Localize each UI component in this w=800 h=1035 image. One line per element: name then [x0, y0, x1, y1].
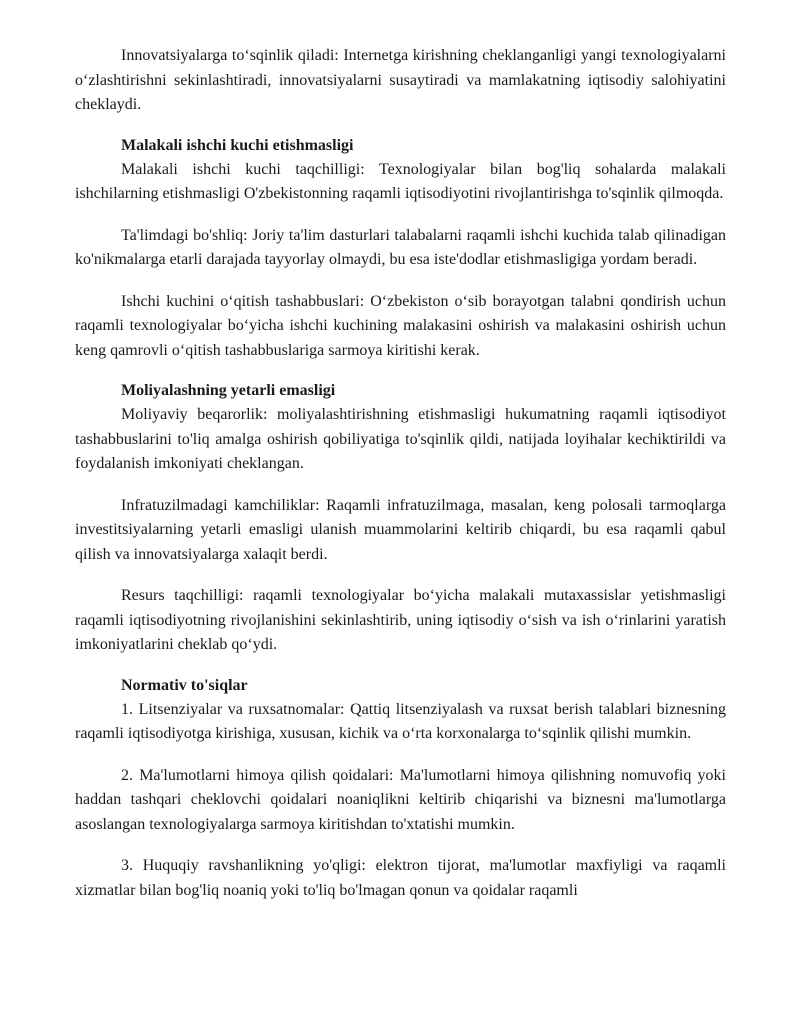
heading-regulatory: Normativ to'siqlar: [121, 676, 248, 694]
paragraph-training-initiatives: Ishchi kuchini o‘qitish tashabbuslari: O‘zbekiston o‘sib borayotgan talabni qondirish uchun raqamli texnologiyalar bo‘yicha ishchi kuchining malakasini oshirish va malakasini oshirish uchun keng qamrovli o‘qitish tashabbuslariga sarmoya kiritishi kerak.: [75, 292, 726, 359]
paragraph-licenses: 1. Litsenziyalar va ruxsatnomalar: Qattiq litsenziyalash va ruxsat berish talablari biznesning raqamli iqtisodiyotga kirishiga, xususan, kichik va o‘rta korxonalarga to‘sqinlik qilishi mumkin.: [75, 700, 726, 742]
paragraph-financial-instability: Moliyaviy beqarorlik: moliyalashtirishning etishmasligi hukumatning raqamli iqtisodiyot tashabbuslarini to'liq amalga oshirish qobiliyatiga to'sqinlik qildi, natijada loyihalar kechiktirildi va foydalanish imkoniyati cheklangan.: [75, 406, 726, 472]
paragraph-resource-shortage: Resurs taqchilligi: raqamli texnologiyalar bo‘yicha malakali mutaxassislar yetishmasligi raqamli iqtisodiyotning rivojlanishini sekinlashtirib, uning iqtisodiy o‘sish va ish o‘rinlarini yaratish imkoniyatlarini cheklab qo‘ydi.: [75, 587, 726, 653]
heading-financing: Moliyalashning yetarli emasligi: [121, 382, 336, 399]
paragraph-labor-shortage: Malakali ishchi kuchi taqchilligi: Texnologiyalar bilan bog'liq sohalarda malakali ishchilarning etishmasligi O'zbekistonning raqamli iqtisodiyotini rivojlantirishga to'sqinlik qilmoqda.: [75, 160, 726, 202]
paragraph-education-gap: Ta'limdagi bo'shliq: Joriy ta'lim dasturlari talabalarni raqamli ishchi kuchida talab qilinadigan ko'nikmalarga etarli darajada tayyorlay olmaydi, bu esa iste'dodlar etishmasligiga yordam beradi.: [75, 226, 726, 268]
paragraph-infrastructure: Infratuzilmadagi kamchiliklar: Raqamli infratuzilmaga, masalan, keng polosali tarmoqlarga investitsiyalarning yetarli emasligi ulanish muammolarini keltirib chiqardi, bu esa raqamli qabul qilish va innovatsiyalarga xalaqit berdi.: [75, 496, 726, 563]
document-page: [75, 44, 726, 903]
paragraph-data-protection: 2. Ma'lumotlarni himoya qilish qoidalari: Ma'lumotlarni himoya qilishning nomuvofiq yoki haddan tashqari cheklovchi qoidalari noaniqlikni keltirib chiqarishi va biznesni ma'lumotlarga asoslangan texnologiyalarga sarmoya kiritishdan to'xtatishi mumkin.: [75, 766, 726, 833]
heading-skilled-labor: Malakali ishchi kuchi etishmasligi: [121, 136, 354, 154]
paragraph-innovation: Innovatsiyalarga to‘sqinlik qiladi: Internetga kirishning cheklanganligi yangi texnologiyalarni o‘zlashtirishni sekinlashtiradi, innovatsiyalarni susaytiradi va mamlakatning iqtisodiy salohiyatini cheklaydi.: [75, 47, 726, 113]
paragraph-legal-clarity: 3. Huquqiy ravshanlikning yo'qligi: elektron tijorat, ma'lumotlar maxfiyligi va raqamli xizmatlar bilan bog'liq noaniq yoki to'liq bo'lmagan qonun va qoidalar raqamli: [75, 857, 726, 899]
